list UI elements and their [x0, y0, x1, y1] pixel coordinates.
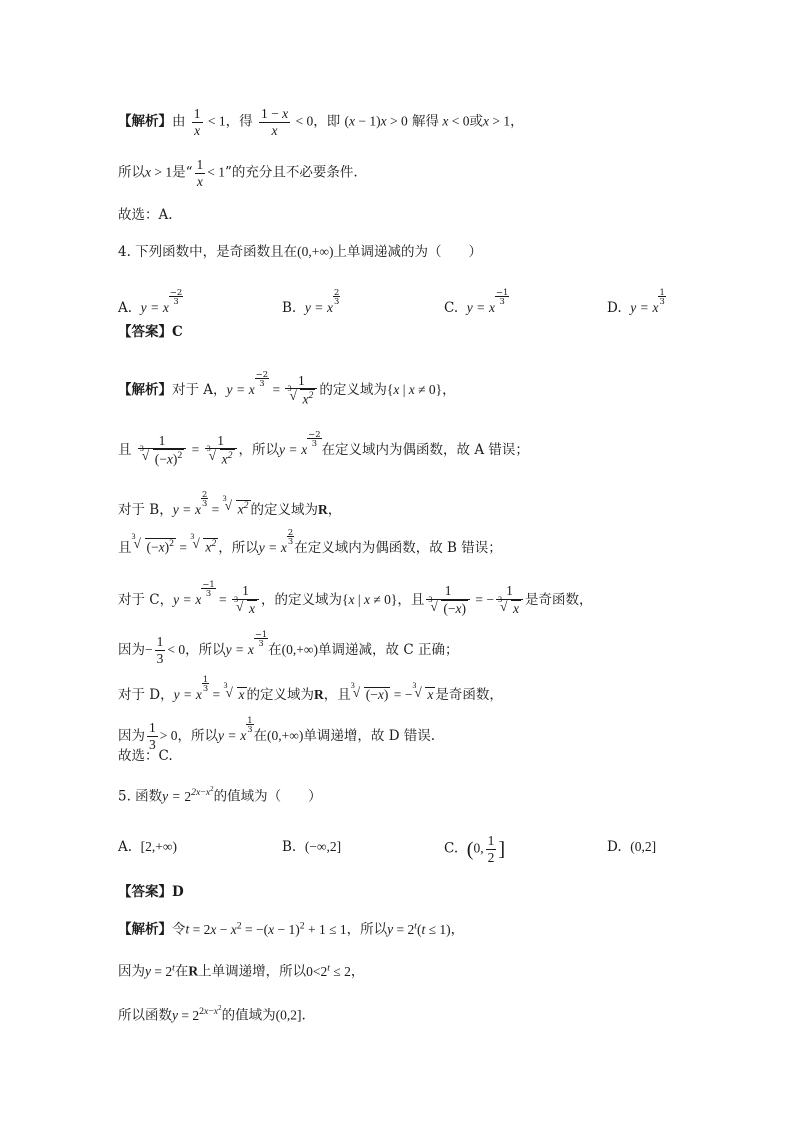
q4-option-d[interactable]: D. y = x $\frac{1}{3}$ — [607, 287, 665, 316]
q4-analysis-d-2: 因为 $\frac{1}{3}$ > 0，所以y = x $\frac{1}{3}$ 在(0,+∞)单调递增，故 D 错误. — [118, 715, 436, 752]
q4-options — [0, 288, 794, 318]
q4-analysis-a-1: 【解析】对于 A，y = x $\frac{-2}{3}$ = 1 3 √ $x^2$ 的定义域为{x | x ≠ 0}， — [118, 369, 456, 407]
q5-analysis-1: 【解析】令$t = 2x - x^2 = -(x - 1)^2 + 1 \le 1$，所以$y = 2^t(t \le 1)$， — [118, 920, 465, 938]
q4-analysis-b-2: 且 3 √ $(-x)^2$ = 3 √ $x^2$ ，所以y = x $\frac{2}{3}$ 在定义域内为偶函数，故 B 错误； — [118, 527, 502, 556]
q5-options — [0, 833, 794, 873]
analysis-label: 【解析】 — [118, 113, 172, 130]
fraction: $\frac{1}{x}$ — [193, 106, 201, 138]
q5-analysis-2: 因为$y = 2^t$在R上单调递增，所以$0<2^t \le 2$， — [118, 962, 365, 980]
q3-analysis-line-1: 【解析】由 $\frac{1}{x}$ < 1，得 $\frac{1 - x}{x}$ < 0，即 (x − 1)x > 0 解得 x < 0或x > 1， — [118, 106, 524, 138]
q4-analysis-a-2: 且 1 3 √ $(-x)^2$ = 1 3 √ $x^2$ ，所以y = x $\frac{-2}{3}$ 在定义域内为偶函数，故 A 错误； — [118, 429, 529, 467]
q5-option-c[interactable]: C. (0, $\frac{1}{2}$ ] — [444, 833, 506, 865]
q5-analysis-3: 所以函数$y = 2^{2x-x^2}$的值域为(0,2]. — [118, 1004, 306, 1024]
q4-analysis-b-1: 对于 B，y = x $\frac{2}{3}$ = 3 √ $x^2$ 的定义域为R， — [118, 489, 342, 518]
q4-option-a[interactable]: A. y = x $\frac{-2}{3}$ — [118, 287, 183, 316]
q4-option-c[interactable]: C. y = x $\frac{-1}{3}$ — [444, 287, 509, 316]
q4-answer: 【答案】C — [118, 324, 183, 340]
q3-analysis-line-2: 所以x > 1是“ $\frac{1}{x}$ < 1”的充分且不必要条件. — [118, 157, 358, 189]
q4-analysis-d-1: 对于 D，y = x $\frac{1}{3}$ = 3 √ x 的定义域为R，且 3 √ (−x) = − 3 √ x 是奇函数， — [118, 674, 503, 703]
q5-option-d[interactable]: D. (0,2] — [607, 839, 657, 855]
q4-option-b[interactable]: B. y = x $\frac{2}{3}$ — [282, 287, 340, 316]
q4-choice-line: 故选：C. — [118, 748, 173, 764]
q3-choice-line: 故选：A. — [118, 207, 173, 223]
q5-stem: 5. 函数$y = 2^{2x-x^2}$的值域为（ ） — [118, 785, 322, 805]
q4-stem: 4. 下列函数中，是奇函数且在(0,+∞)上单调递减的为（ ） — [118, 244, 483, 260]
q5-answer: 【答案】D — [118, 884, 184, 900]
q5-option-a[interactable]: A. [2,+∞) — [118, 839, 177, 855]
fraction: $\frac{1 - x}{x}$ — [260, 106, 289, 138]
q4-analysis-c-2: 因为− $\frac{1}{3}$ < 0，所以y = x $\frac{-1}{3}$ 在(0,+∞)单调递减，故 C 正确； — [118, 629, 459, 666]
q5-option-b[interactable]: B. (−∞,2] — [282, 839, 342, 855]
q4-analysis-c-1: 对于 C，y = x $\frac{-1}{3}$ = 1 3 √ x ，的定义域为{x | x ≠ 0}，且 1 3 √ (−x) = − 1 3 √ x 是奇函数， — [118, 579, 593, 616]
